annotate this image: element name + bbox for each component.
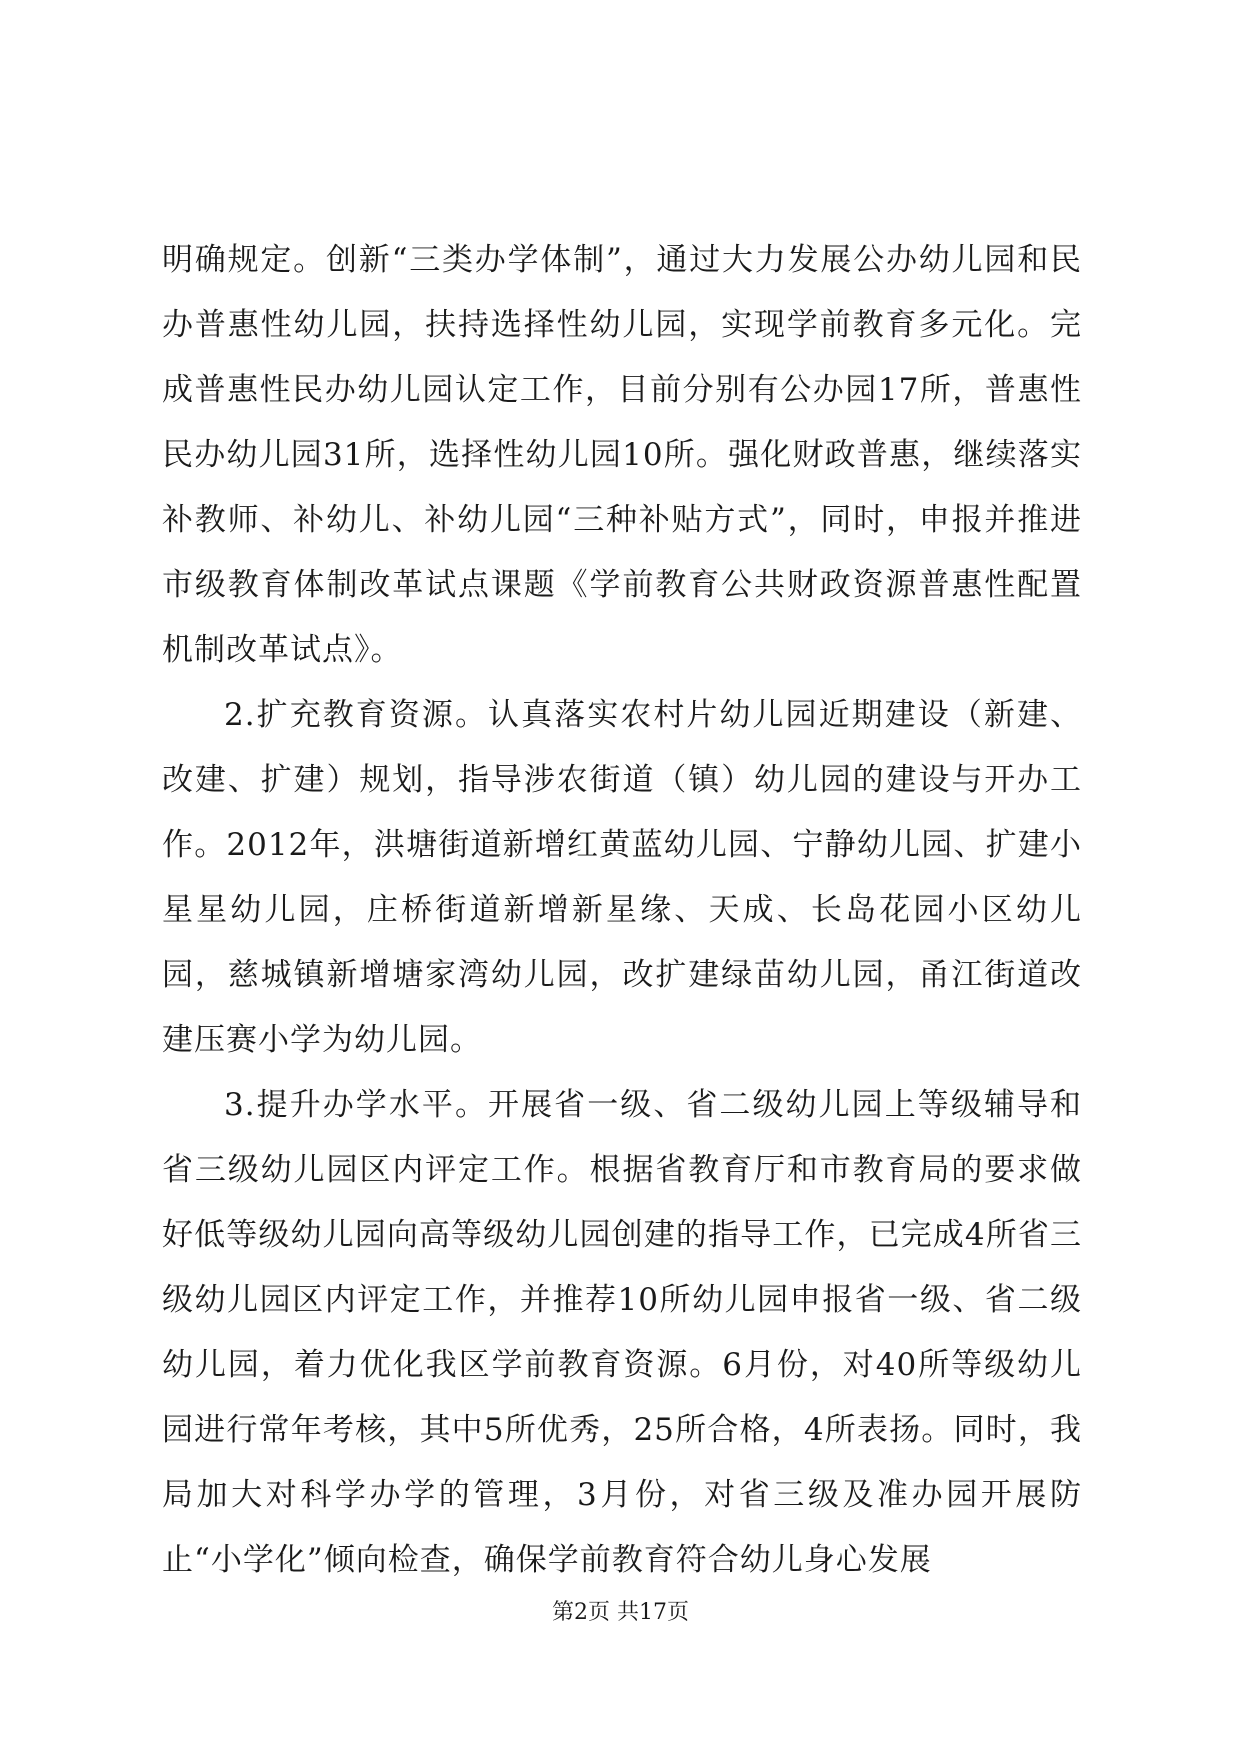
page-indicator: 第2页 共17页 — [552, 1600, 689, 1625]
document-body — [162, 228, 1082, 1593]
paragraph-2: 2.扩充教育资源。认真落实农村片幼儿园近期建设（新建、改建、扩建）规划，指导涉农街道（镇）幼儿园的建设与开办工作。2012年，洪塘街道新增红黄蓝幼儿园、宁静幼儿园、扩建小星星幼儿园，庄桥街道新增新星缘、天成、长岛花园小区幼儿园，慈城镇新增塘家湾幼儿园，改扩建绿苗幼儿园，甬江街道改建压赛小学为幼儿园。 — [162, 697, 1082, 1058]
paragraph-1: 明确规定。创新“三类办学体制”，通过大力发展公办幼儿园和民办普惠性幼儿园，扶持选择性幼儿园，实现学前教育多元化。完成普惠性民办幼儿园认定工作，目前分别有公办园17所，普惠性民办幼儿园31所，选择性幼儿园10所。强化财政普惠，继续落实补教师、补幼儿、补幼儿园“三种补贴方式”，同时，申报并推进市级教育体制改革试点课题《学前教育公共财政资源普惠性配置机制改革试点》。 — [162, 242, 1082, 668]
page-footer — [0, 1598, 1241, 1628]
paragraph-3: 3.提升办学水平。开展省一级、省二级幼儿园上等级辅导和省三级幼儿园区内评定工作。根据省教育厅和市教育局的要求做好低等级幼儿园向高等级幼儿园创建的指导工作，已完成4所省三级幼儿园区内评定工作，并推荐10所幼儿园申报省一级、省二级幼儿园，着力优化我区学前教育资源。6月份，对40所等级幼儿园进行常年考核，其中5所优秀，25所合格，4所表扬。同时，我局加大对科学办学的管理，3月份，对省三级及准办园开展防止“小学化”倾向检查，确保学前教育符合幼儿身心发展 — [162, 1087, 1082, 1578]
